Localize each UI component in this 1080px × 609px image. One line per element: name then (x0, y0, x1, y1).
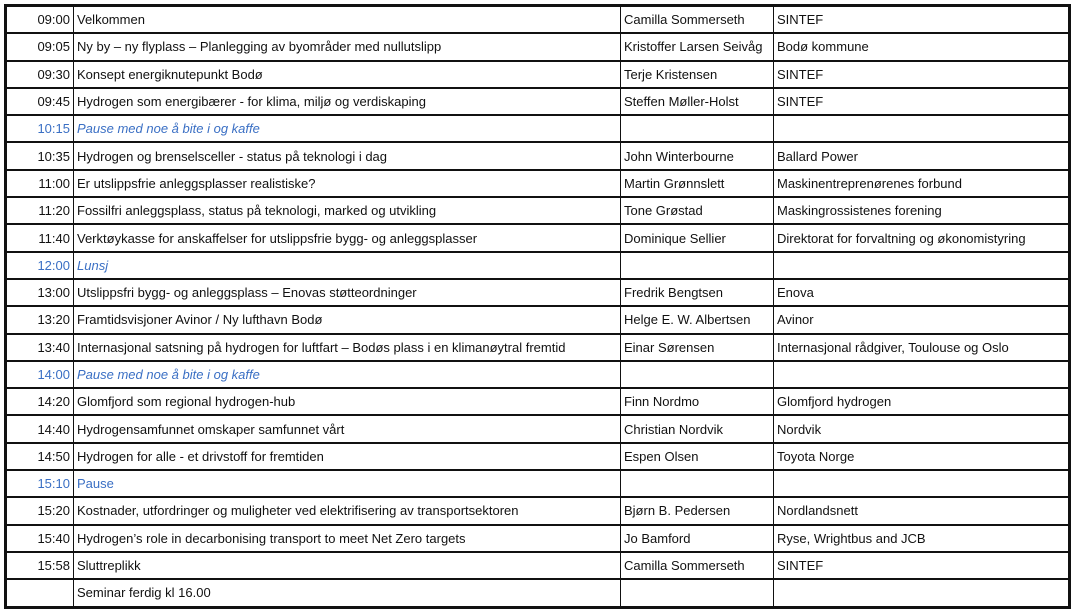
agenda-title: Hydrogen som energibærer - for klima, miljø og verdiskaping (74, 88, 621, 115)
agenda-title: Fossilfri anleggsplass, status på teknologi, marked og utvikling (74, 197, 621, 224)
agenda-speaker: Steffen Møller-Holst (621, 88, 774, 115)
agenda-speaker: Christian Nordvik (621, 415, 774, 442)
agenda-speaker (621, 115, 774, 142)
agenda-row (6, 6, 1070, 34)
agenda-organization: Toyota Norge (774, 443, 1070, 470)
agenda-speaker (621, 252, 774, 279)
agenda-speaker: Camilla Sommerseth (621, 6, 774, 34)
agenda-speaker: Finn Nordmo (621, 388, 774, 415)
agenda-time: 13:20 (6, 306, 74, 333)
agenda-title: Pause med noe å bite i og kaffe (74, 361, 621, 388)
agenda-title: Konsept energiknutepunkt Bodø (74, 61, 621, 88)
agenda-title: Pause med noe å bite i og kaffe (74, 115, 621, 142)
agenda-title: Velkommen (74, 6, 621, 34)
agenda-organization: Ballard Power (774, 142, 1070, 169)
agenda-time: 14:00 (6, 361, 74, 388)
agenda-time: 13:00 (6, 279, 74, 306)
agenda-title: Sluttreplikk (74, 552, 621, 579)
agenda-time: 11:00 (6, 170, 74, 197)
agenda-organization (774, 470, 1070, 497)
agenda-row (6, 525, 1070, 552)
agenda-row (6, 61, 1070, 88)
agenda-speaker: Espen Olsen (621, 443, 774, 470)
agenda-organization (774, 115, 1070, 142)
agenda-break-row (6, 115, 1070, 142)
agenda-time: 12:00 (6, 252, 74, 279)
agenda-title: Lunsj (74, 252, 621, 279)
agenda-row (6, 33, 1070, 60)
agenda-speaker: Martin Grønnslett (621, 170, 774, 197)
agenda-speaker (621, 361, 774, 388)
agenda-row (6, 497, 1070, 524)
agenda-organization: Maskingrossistenes forening (774, 197, 1070, 224)
agenda-time: 15:58 (6, 552, 74, 579)
agenda-time: 14:20 (6, 388, 74, 415)
agenda-organization: SINTEF (774, 552, 1070, 579)
agenda-organization: Avinor (774, 306, 1070, 333)
agenda-row (6, 306, 1070, 333)
agenda-time: 15:10 (6, 470, 74, 497)
agenda-time: 09:30 (6, 61, 74, 88)
agenda-break-row (6, 252, 1070, 279)
agenda-title: Er utslippsfrie anleggsplasser realistiske? (74, 170, 621, 197)
agenda-row (6, 388, 1070, 415)
agenda-title: Kostnader, utfordringer og muligheter ved elektrifisering av transportsektoren (74, 497, 621, 524)
agenda-title: Glomfjord som regional hydrogen-hub (74, 388, 621, 415)
agenda-row (6, 88, 1070, 115)
agenda-organization: SINTEF (774, 61, 1070, 88)
agenda-organization: Nordlandsnett (774, 497, 1070, 524)
agenda-speaker: Fredrik Bengtsen (621, 279, 774, 306)
agenda-time: 10:35 (6, 142, 74, 169)
agenda-organization: Nordvik (774, 415, 1070, 442)
agenda-speaker: Bjørn B. Pedersen (621, 497, 774, 524)
agenda-row (6, 279, 1070, 306)
agenda-speaker: Dominique Sellier (621, 224, 774, 251)
agenda-time: 15:20 (6, 497, 74, 524)
agenda-break-row (6, 361, 1070, 388)
agenda-title: Verktøykasse for anskaffelser for utslippsfrie bygg- og anleggsplasser (74, 224, 621, 251)
agenda-time: 09:00 (6, 6, 74, 34)
agenda-speaker: Tone Grøstad (621, 197, 774, 224)
agenda-speaker: Jo Bamford (621, 525, 774, 552)
agenda-title: Hydrogen for alle - et drivstoff for fremtiden (74, 443, 621, 470)
agenda-title: Ny by – ny flyplass – Planlegging av byområder med nullutslipp (74, 33, 621, 60)
agenda-speaker: Kristoffer Larsen Seivåg (621, 33, 774, 60)
agenda-title: Pause (74, 470, 621, 497)
agenda-time: 09:45 (6, 88, 74, 115)
agenda-speaker (621, 579, 774, 607)
agenda-organization: SINTEF (774, 6, 1070, 34)
agenda-title: Framtidsvisjoner Avinor / Ny lufthavn Bodø (74, 306, 621, 333)
agenda-time: 11:20 (6, 197, 74, 224)
agenda-organization (774, 579, 1070, 607)
agenda-speaker: Helge E. W. Albertsen (621, 306, 774, 333)
agenda-organization (774, 252, 1070, 279)
agenda-organization: Enova (774, 279, 1070, 306)
agenda-body (6, 6, 1070, 608)
agenda-row (6, 579, 1070, 607)
agenda-time: 14:40 (6, 415, 74, 442)
agenda-title: Hydrogensamfunnet omskaper samfunnet vårt (74, 415, 621, 442)
agenda-time: 10:15 (6, 115, 74, 142)
agenda-row (6, 170, 1070, 197)
agenda-row (6, 197, 1070, 224)
agenda-row (6, 415, 1070, 442)
agenda-row (6, 443, 1070, 470)
agenda-time: 11:40 (6, 224, 74, 251)
agenda-row (6, 142, 1070, 169)
agenda-title: Seminar ferdig kl 16.00 (74, 579, 621, 607)
agenda-break-row (6, 470, 1070, 497)
agenda-time: 09:05 (6, 33, 74, 60)
agenda-title: Internasjonal satsning på hydrogen for luftfart – Bodøs plass i en klimanøytral fremtid (74, 334, 621, 361)
agenda-speaker: Camilla Sommerseth (621, 552, 774, 579)
agenda-row (6, 552, 1070, 579)
agenda-speaker: Einar Sørensen (621, 334, 774, 361)
agenda-title: Hydrogen’s role in decarbonising transport to meet Net Zero targets (74, 525, 621, 552)
agenda-organization (774, 361, 1070, 388)
agenda-time (6, 579, 74, 607)
agenda-organization: Bodø kommune (774, 33, 1070, 60)
agenda-speaker (621, 470, 774, 497)
agenda-organization: Maskinentreprenørenes forbund (774, 170, 1070, 197)
agenda-title: Hydrogen og brenselsceller - status på teknologi i dag (74, 142, 621, 169)
agenda-row (6, 224, 1070, 251)
agenda-organization: Ryse, Wrightbus and JCB (774, 525, 1070, 552)
agenda-organization: SINTEF (774, 88, 1070, 115)
agenda-speaker: Terje Kristensen (621, 61, 774, 88)
agenda-time: 15:40 (6, 525, 74, 552)
agenda-organization: Glomfjord hydrogen (774, 388, 1070, 415)
agenda-speaker: John Winterbourne (621, 142, 774, 169)
agenda-time: 14:50 (6, 443, 74, 470)
agenda-organization: Internasjonal rådgiver, Toulouse og Oslo (774, 334, 1070, 361)
agenda-table (4, 4, 1071, 609)
agenda-time: 13:40 (6, 334, 74, 361)
agenda-row (6, 334, 1070, 361)
agenda-organization: Direktorat for forvaltning og økonomistyring (774, 224, 1070, 251)
agenda-title: Utslippsfri bygg- og anleggsplass – Enovas støtteordninger (74, 279, 621, 306)
